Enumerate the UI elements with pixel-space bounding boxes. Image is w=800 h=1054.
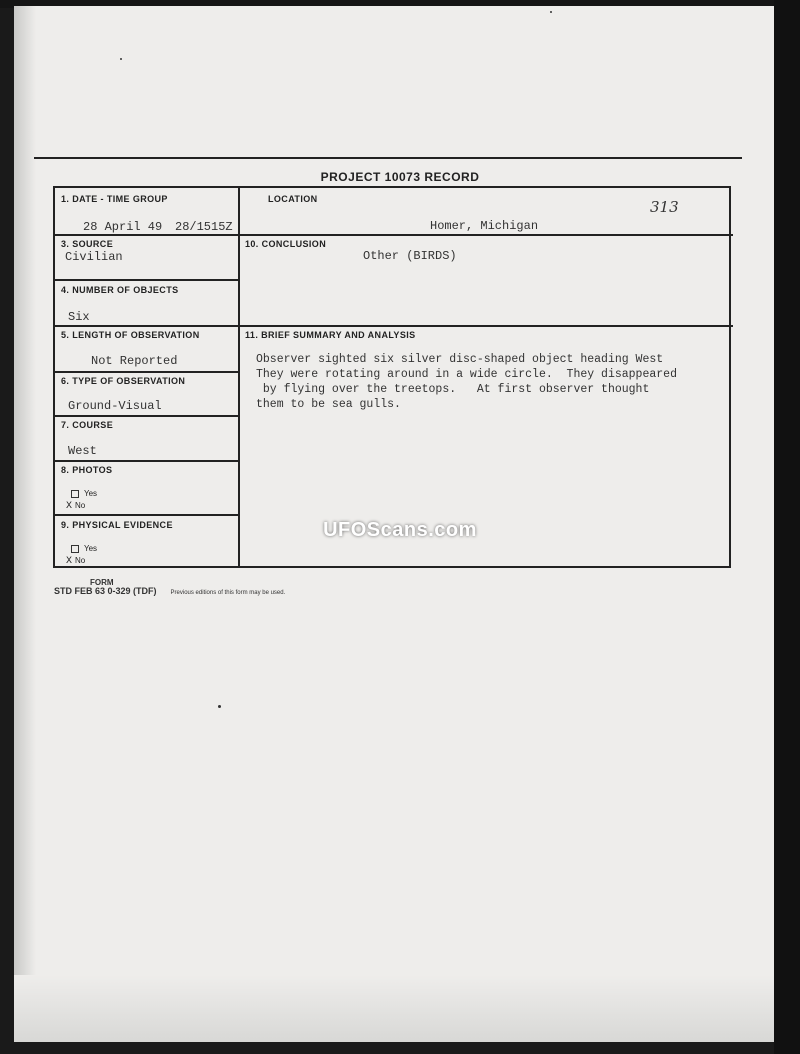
checkbox-icon bbox=[71, 545, 79, 553]
number-of-objects-label: 4. NUMBER OF OBJECTS bbox=[61, 285, 179, 295]
checked-x-icon: X bbox=[66, 501, 73, 512]
number-of-objects-value: Six bbox=[68, 310, 90, 324]
dust-speck bbox=[218, 705, 221, 708]
footer-form-number bbox=[54, 586, 285, 596]
photos-label: 8. PHOTOS bbox=[61, 465, 113, 475]
checkbox-icon bbox=[71, 490, 79, 498]
source-value: Civilian bbox=[65, 250, 123, 264]
summary-text: Observer sighted six silver disc-shaped object heading West They were rotating around in a wide circle. They disappeared by flying over the treetops. At first observer thought them to be sea gulls. bbox=[256, 353, 677, 411]
column-divider bbox=[238, 188, 240, 566]
date-time-label: 1. DATE - TIME GROUP bbox=[61, 194, 168, 204]
form-number: STD FEB 63 0-329 (TDF) bbox=[54, 586, 157, 596]
row-divider bbox=[55, 325, 733, 327]
physical-evidence-yes-option bbox=[71, 544, 97, 553]
footer-note: Previous editions of this form may be used. bbox=[170, 590, 286, 596]
record-form bbox=[53, 186, 731, 568]
dust-speck bbox=[550, 11, 552, 13]
row-divider bbox=[55, 279, 239, 281]
photos-no-option bbox=[66, 501, 85, 512]
row-divider bbox=[55, 460, 239, 462]
summary-label: 11. BRIEF SUMMARY AND ANALYSIS bbox=[245, 330, 416, 340]
conclusion-value: Other (BIRDS) bbox=[363, 249, 457, 263]
row-divider bbox=[55, 371, 239, 373]
location-value: Homer, Michigan bbox=[430, 219, 539, 233]
photos-no-label: No bbox=[75, 501, 86, 510]
source-label: 3. SOURCE bbox=[61, 239, 114, 249]
type-of-observation-value: Ground-Visual bbox=[68, 399, 162, 413]
course-value: West bbox=[68, 444, 97, 458]
form-title: PROJECT 10073 RECORD bbox=[320, 170, 480, 184]
physical-evidence-label: 9. PHYSICAL EVIDENCE bbox=[61, 520, 173, 530]
time-value: 28/1515Z bbox=[175, 220, 233, 234]
header-rule bbox=[34, 157, 742, 159]
photos-yes-label: Yes bbox=[84, 489, 98, 498]
photos-yes-option bbox=[71, 489, 97, 498]
type-of-observation-label: 6. TYPE OF OBSERVATION bbox=[61, 376, 186, 386]
row-divider bbox=[55, 234, 733, 236]
conclusion-label: 10. CONCLUSION bbox=[245, 239, 327, 249]
date-value: 28 April 49 bbox=[83, 220, 163, 234]
checked-x-icon: X bbox=[66, 556, 73, 567]
physical-evidence-yes-label: Yes bbox=[84, 544, 98, 553]
physical-evidence-no-option bbox=[66, 556, 85, 567]
row-divider bbox=[55, 514, 239, 516]
handwritten-number: 313 bbox=[650, 198, 679, 216]
length-of-observation-label: 5. LENGTH OF OBSERVATION bbox=[61, 330, 200, 340]
watermark: UFOScans.com bbox=[323, 519, 477, 541]
length-of-observation-value: Not Reported bbox=[91, 354, 178, 368]
paper-shadow-bottom bbox=[14, 975, 774, 1042]
dust-speck bbox=[120, 58, 122, 60]
location-label: LOCATION bbox=[268, 194, 318, 204]
footer-form-word: FORM bbox=[90, 578, 114, 587]
row-divider bbox=[55, 415, 239, 417]
physical-evidence-no-label: No bbox=[75, 556, 86, 565]
course-label: 7. COURSE bbox=[61, 420, 114, 430]
